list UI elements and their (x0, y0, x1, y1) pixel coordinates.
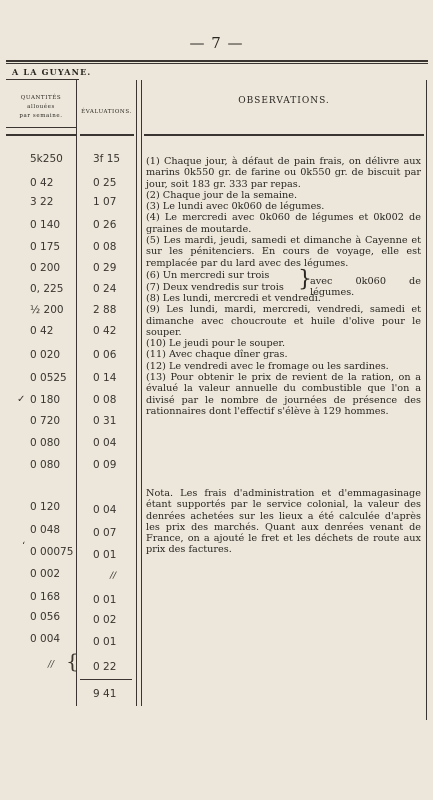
header-rule-thick (80, 134, 134, 136)
top-rule (6, 60, 428, 62)
evaluation-cell: 0 01 (93, 594, 117, 606)
observations-header: OBSERVATIONS. (238, 96, 330, 106)
table-title: A LA GUYANE. (12, 67, 92, 77)
quantity-cell: 0, 225 (30, 283, 64, 295)
column-divider-3 (141, 80, 142, 706)
evaluation-cell: 2 88 (93, 304, 117, 316)
evaluation-cell: 0 26 (93, 219, 117, 231)
quantity-cell: 0 120 (30, 501, 61, 513)
header-rule-thick (6, 134, 76, 136)
observation-note: (12) Le vendredi avec le fromage ou les sardines. (146, 360, 389, 372)
evaluation-cell: 0 14 (93, 372, 117, 384)
subtotal-value: 0 22 (93, 661, 117, 673)
total-value: 9 41 (93, 688, 117, 700)
observation-note: (11) Avec chaque dîner gras. (146, 349, 288, 361)
evaluation-cell: 3f 15 (93, 153, 121, 165)
quantity-cell: 0 42 (30, 325, 54, 337)
evaluation-cell: 0 01 (93, 636, 117, 648)
observation-note: (10) Le jeudi pour le souper. (146, 338, 286, 350)
quantity-cell: 0 720 (30, 415, 61, 427)
column-divider-1 (76, 80, 77, 706)
evaluation-cell: 0 08 (93, 241, 117, 253)
observation-note: (4) Le mercredi avec 0k060 de légumes et 0k002 de graines de moutarde. (146, 212, 421, 235)
observation-note: (9) Les lundi, mardi, mercredi, vendredi, samedi et dimanche avec choucroute et huile d'olive pour le souper. (146, 304, 421, 338)
quantity-cell: ½ 200 (30, 304, 64, 316)
observation-note: (7) Deux vendredis sur trois (146, 281, 284, 293)
evaluation-cell: 1 07 (93, 196, 117, 208)
evaluation-cell: 0 01 (93, 549, 117, 561)
right-border (426, 80, 427, 720)
observation-note: (6) Un mercredi sur trois (146, 269, 270, 281)
evaluation-cell: 0 09 (93, 459, 117, 471)
evaluation-cell: 0 29 (93, 262, 117, 274)
evaluation-cell: 0 04 (93, 437, 117, 449)
evaluation-cell: // (110, 571, 117, 581)
quantity-cell: 0 056 (30, 611, 61, 623)
observation-note: (5) Les mardi, jeudi, samedi et dimanche à Cayenne et sur les pénitenciers. En cours de voyage, elle est remplacée par du lard avec des légumes. (146, 235, 421, 269)
header-rule (6, 127, 76, 128)
margin-mark: ✓ (17, 394, 26, 405)
evaluation-cell: 0 42 (93, 325, 117, 337)
quantity-cell: 0 200 (30, 262, 61, 274)
margin-mark: ʻ (22, 541, 26, 552)
grouping-brace: } (298, 266, 312, 292)
observation-note: (8) Les lundi, mercredi et vendredi. (146, 292, 321, 304)
quantity-cell: 0 00075 (30, 546, 74, 558)
quantity-cell: 5k250 (30, 153, 63, 165)
page-number: — 7 — (189, 34, 244, 52)
quantity-cell: 3 22 (30, 196, 54, 208)
evaluation-cell: 0 07 (93, 527, 117, 539)
observation-note: (2) Chaque jour de la semaine. (146, 189, 298, 201)
quantity-cell: 0 168 (30, 591, 61, 603)
quantity-cell: 0 080 (30, 459, 61, 471)
evaluations-header: ÉVALUATIONS. (81, 109, 132, 115)
quantity-cell: 0 180 (30, 394, 61, 406)
observation-note: (1) Chaque jour, à défaut de pain frais, on délivre aux marins 0k550 gr. de farine ou 0k550 gr. de biscuit par jour, soit 183 gr. 333 par repas. (146, 156, 421, 190)
quantity-cell: 0 0525 (30, 372, 67, 384)
quantity-cell: 0 140 (30, 219, 61, 231)
subtotal-brace: { (66, 649, 79, 673)
evaluation-cell: 0 25 (93, 177, 117, 189)
nota-paragraph: Nota. Les frais d'administration et d'emmagasinage étant supportés par le service colonial, la valeur des denrées achetées sur les lieux a été calculée d'après les prix des marchés. Quant aux denrées venant de France, on a ajouté le fret et les déchets de route aux prix des factures. (146, 488, 421, 556)
top-rule-thin (6, 63, 428, 64)
evaluation-cell: 0 08 (93, 394, 117, 406)
quantity-cell: 0 175 (30, 241, 61, 253)
header-rule-thick (144, 134, 424, 136)
quantity-cell: 0 080 (30, 437, 61, 449)
quantity-cell: 0 020 (30, 349, 61, 361)
evaluation-cell: 0 24 (93, 283, 117, 295)
evaluation-cell: 0 04 (93, 504, 117, 516)
quantity-cell: 0 42 (30, 177, 54, 189)
quantity-cell: 0 048 (30, 524, 61, 536)
evaluation-cell: 0 31 (93, 415, 117, 427)
observation-note: (3) Le lundi avec 0k060 de légumes. (146, 201, 325, 213)
evaluation-cell: 0 02 (93, 614, 117, 626)
observation-note: (13) Pour obtenir le prix de revient de la ration, on a évalué la valeur annuelle du combustible que l'on a divisé par le nombre de journées de présence des rationnaires dont l'effectif s'élève à 129 hommes. (146, 372, 421, 417)
quantity-cell: 0 002 (30, 568, 61, 580)
quantity-cell: 0 004 (30, 633, 61, 645)
evaluation-cell: 0 06 (93, 349, 117, 361)
subtotal-dash: // (48, 660, 55, 670)
title-underline (6, 79, 79, 80)
observations-block (146, 156, 421, 417)
total-rule (80, 679, 132, 680)
quantities-header: QUANTITÉS allouées par semaine. (19, 95, 63, 119)
bracket-note: avec 0k060 de légumes. (310, 275, 421, 299)
column-divider-2 (136, 80, 137, 706)
